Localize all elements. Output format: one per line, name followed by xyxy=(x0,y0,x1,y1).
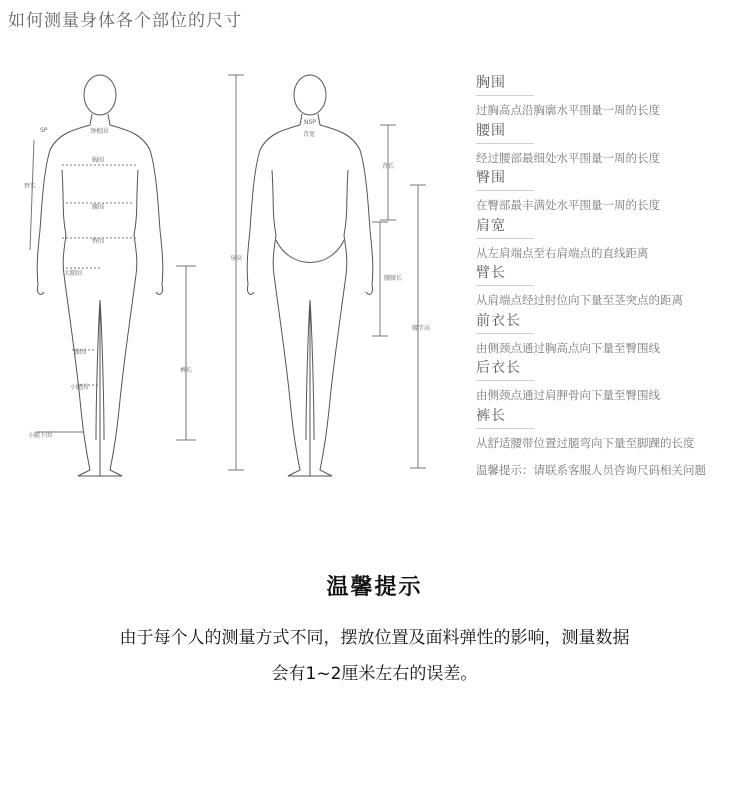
legend-desc: 从左肩端点至右肩端点的直线距离 xyxy=(476,245,649,260)
measurement-legend xyxy=(476,72,746,452)
legend-term: 腰围 xyxy=(476,120,534,144)
front-figure-labels xyxy=(24,127,192,439)
label-thigh: 大腿围 xyxy=(64,270,83,277)
legend-desc: 经过腰部最细处水平围量一周的长度 xyxy=(476,150,660,165)
legend-item-chest xyxy=(476,72,746,120)
label-inseam: 裤长 xyxy=(180,367,193,374)
legend-desc: 由侧颈点通过肩胛骨向下量至臀围线 xyxy=(476,388,660,402)
legend-item-pants-length xyxy=(476,405,746,453)
legend-desc: 在臀部最丰满处水平围量一周的长度 xyxy=(476,198,660,212)
label-ankle: 小腿下围 xyxy=(28,432,53,439)
front-body-figure xyxy=(30,75,196,476)
legend-item-back-length xyxy=(476,357,746,405)
label-arm: 臂长 xyxy=(24,183,37,190)
label-back-width: 背宽 xyxy=(303,131,316,138)
label-neck-point: NSP xyxy=(304,119,316,126)
notice-body xyxy=(0,620,749,692)
legend-item-shoulder xyxy=(476,215,746,263)
legend-item-waist xyxy=(476,120,746,168)
label-calf: 小腿围 xyxy=(70,384,89,391)
legend-desc: 由侧颈点通过胸高点向下量至臀围线 xyxy=(476,340,660,355)
label-waist: 腰围 xyxy=(92,204,105,211)
legend-term: 后衣长 xyxy=(476,357,534,381)
label-waist-height: 腰节高 xyxy=(412,325,431,332)
label-height: 身高 xyxy=(230,255,243,262)
legend-desc: 过胸高点沿胸廓水平围量一周的长度 xyxy=(476,103,660,117)
legend-term: 胸围 xyxy=(476,72,534,96)
legend-desc: 从肩端点经过肘位向下量至茎突点的距离 xyxy=(476,293,683,307)
legend-term: 裤长 xyxy=(476,405,534,429)
label-chest: 胸围 xyxy=(92,157,105,164)
label-waist-to-knee: 腰膝长 xyxy=(384,275,403,282)
notice-line-1: 由于每个人的测量方式不同，摆放位置及面料弹性的影响，测量数据 xyxy=(119,628,630,648)
notice-title: 温馨提示 xyxy=(326,575,423,600)
notice-line-2: 会有1~2厘米左右的误差。 xyxy=(271,664,478,684)
legend-item-front-length xyxy=(476,310,746,358)
legend-term: 肩宽 xyxy=(476,215,534,239)
legend-item-arm xyxy=(476,262,746,310)
legend-item-hip xyxy=(476,167,746,215)
label-shoulder-point: SP xyxy=(40,127,48,134)
page-title: 如何测量身体各个部位的尺寸 xyxy=(8,11,242,31)
label-knee: 膝围 xyxy=(74,349,87,356)
legend-term: 臀围 xyxy=(476,167,534,191)
legend-term: 前衣长 xyxy=(476,310,534,334)
legend-desc: 从舒适腰带位置过腿弯向下量至脚踝的长度 xyxy=(476,435,695,450)
label-back-length: 背长 xyxy=(382,163,395,170)
service-tip: 温馨提示：请联系客服人员咨询尺码相关问题 xyxy=(476,463,706,477)
label-hip: 臀围 xyxy=(92,238,105,245)
label-neck: 颈根围 xyxy=(90,128,109,135)
legend-term: 臂长 xyxy=(476,262,534,286)
